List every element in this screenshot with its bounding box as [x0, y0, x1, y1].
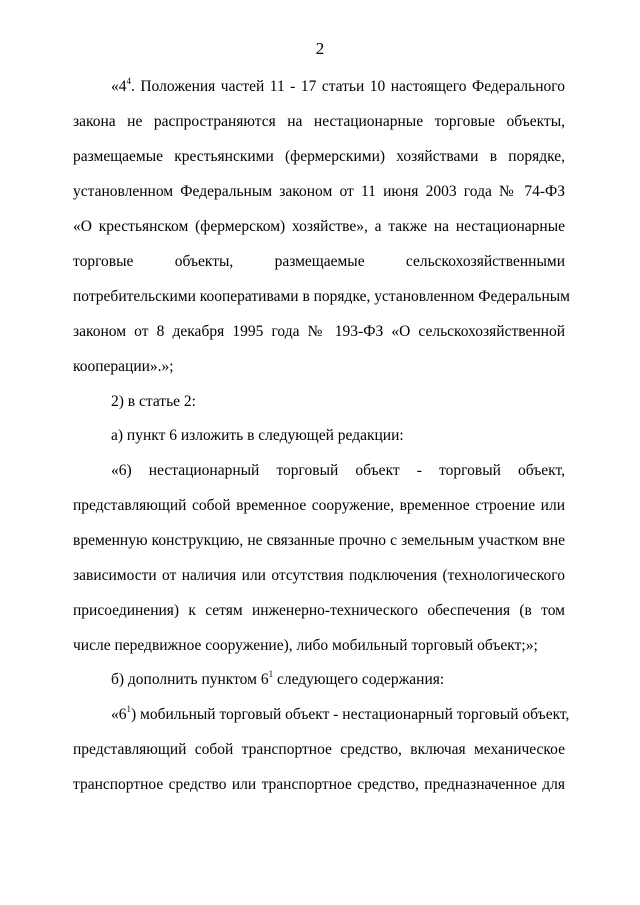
page-number: 2 — [315, 39, 325, 58]
text-line: а) пункт 6 изложить в следующей редакции: — [111, 427, 404, 444]
text-line: зависимости от наличия или отсутствия подключения (технологического — [73, 567, 565, 584]
text-line: установленном Федеральным законом от 11 июня 2003 года № 74-ФЗ — [73, 183, 565, 200]
text-line: временную конструкцию, не связанные прочно с земельным участком вне — [73, 532, 565, 549]
text-line: транспортное средство или транспортное средство, предназначенное для — [73, 776, 565, 793]
text-line: «6) нестационарный торговый объект - торговый объект, — [111, 462, 565, 479]
text-line: присоединения) к сетям инженерно-технического обеспечения (в том — [73, 602, 565, 619]
text-line: законом от 8 декабря 1995 года № 193-ФЗ «О сельскохозяйственной — [73, 323, 565, 340]
text-line: числе передвижное сооружение), либо мобильный торговый объект;»; — [73, 637, 538, 654]
text-line: торговые объекты, размещаемые сельскохозяйственными — [73, 253, 565, 270]
text-line: б) дополнить пунктом $6^1$ следующего содержания: — [111, 669, 445, 688]
text-line: представляющий собой временное сооружение, временное строение или — [73, 497, 565, 514]
text-line: представляющий собой транспортное средство, включая механическое — [73, 741, 565, 758]
text-line: кооперации».»; — [73, 358, 174, 375]
text-line: «$4^4$. Положения частей 11 - 17 статьи 10 настоящего Федерального — [111, 76, 565, 95]
text-line: размещаемые крестьянскими (фермерскими) хозяйствами в порядке, — [73, 148, 565, 165]
text-line: закона не распространяются на нестационарные торговые объекты, — [73, 113, 565, 130]
text-line: «$6^1$) мобильный торговый объект - нестационарный торговый объект, — [111, 704, 570, 723]
text-line: 2) в статье 2: — [111, 393, 196, 410]
text-line: «О крестьянском (фермерском) хозяйстве», а также на нестационарные — [73, 218, 565, 235]
text-line: потребительскими кооперативами в порядке, установленном Федеральным — [73, 288, 570, 305]
